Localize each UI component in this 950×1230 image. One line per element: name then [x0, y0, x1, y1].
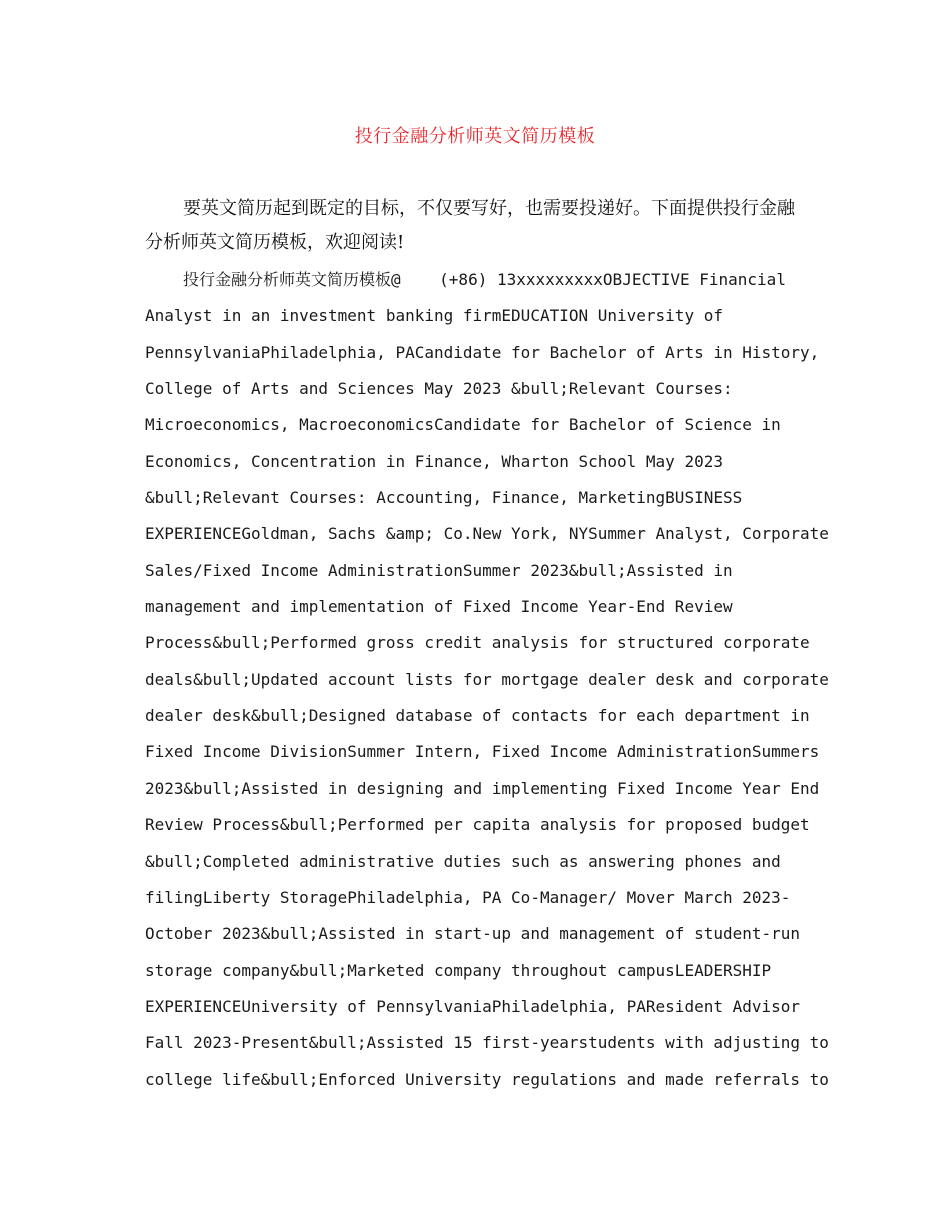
body-line: &bull;Relevant Courses: Accounting, Finance, MarketingBUSINESS: [145, 488, 743, 508]
body-line: Fixed Income DivisionSummer Intern, Fixed Income AdministrationSummers: [145, 742, 820, 762]
body-line: dealer desk&bull;Designed database of contacts for each department in: [145, 706, 810, 726]
body-line: College of Arts and Sciences May 2023 &bull;Relevant Courses:: [145, 379, 733, 399]
body-line: EXPERIENCEGoldman, Sachs &amp; Co.New York, NYSummer Analyst, Corporate: [145, 524, 829, 544]
body-line: management and implementation of Fixed Income Year-End Review: [145, 597, 733, 617]
resume-body: [145, 262, 845, 1098]
body-line: college life&bull;Enforced University regulations and made referrals to: [145, 1069, 829, 1089]
body-line: filingLiberty StoragePhiladelphia, PA Co-Manager/ Mover March 2023-: [145, 887, 791, 907]
body-line: Economics, Concentration in Finance, Wharton School May 2023: [145, 451, 723, 471]
body-line: &bull;Completed administrative duties such as answering phones and: [145, 851, 781, 871]
body-line: Analyst in an investment banking firmEDUCATION University of: [145, 306, 723, 326]
body-line: Fall 2023-Present&bull;Assisted 15 first-yearstudents with adjusting to: [145, 1033, 829, 1053]
body-line: Sales/Fixed Income AdministrationSummer 2023&bull;Assisted in: [145, 560, 733, 580]
document-title: 投行金融分析师英文简历模板: [354, 126, 596, 147]
body-line: deals&bull;Updated account lists for mortgage dealer desk and corporate: [145, 669, 829, 689]
body-line: PennsylvaniaPhiladelphia, PACandidate for Bachelor of Arts in History,: [145, 342, 820, 362]
body-line: storage company&bull;Marketed company throughout campusLEADERSHIP: [145, 960, 772, 980]
body-line: 2023&bull;Assisted in designing and implementing Fixed Income Year End: [145, 778, 820, 798]
body-line: EXPERIENCEUniversity of PennsylvaniaPhiladelphia, PAResident Advisor: [145, 996, 801, 1016]
body-line: October 2023&bull;Assisted in start-up and management of student-run: [145, 924, 801, 944]
body-line: Microeconomics, MacroeconomicsCandidate for Bachelor of Science in: [145, 415, 781, 435]
body-line: Review Process&bull;Performed per capita analysis for proposed budget: [145, 815, 810, 835]
body-line: 投行金融分析师英文简历模板@ (+86) 13xxxxxxxxxOBJECTIVE Financial: [183, 270, 786, 289]
body-line: Process&bull;Performed gross credit analysis for structured corporate: [145, 633, 810, 653]
intro-paragraph: 要英文简历起到既定的目标，不仅要写好，也需要投递好。下面提供投行金融分析师英文简历模板，欢迎阅读!: [145, 198, 795, 253]
